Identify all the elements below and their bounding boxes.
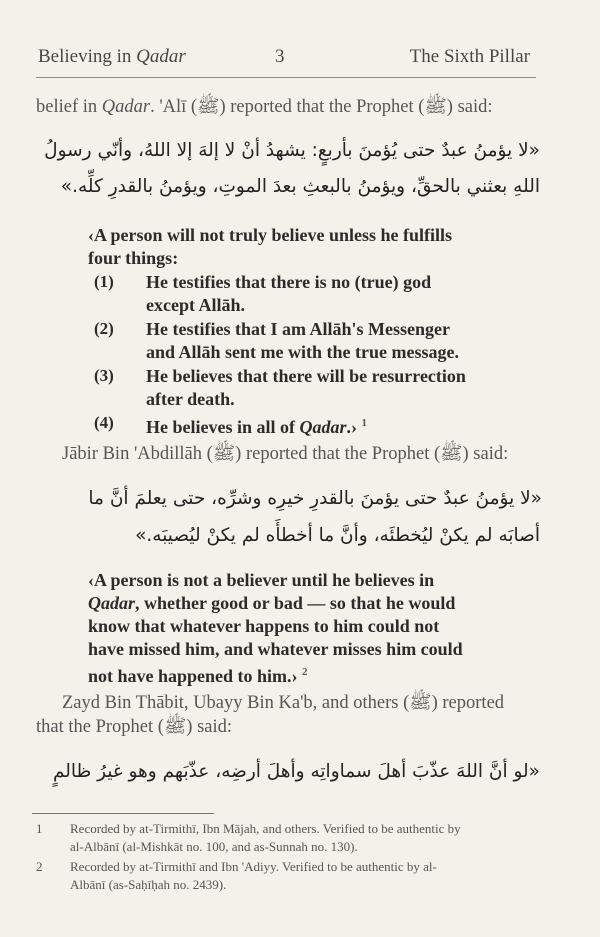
footnote-line: Recorded by at-Tirmithī, Ibn Mājah, and others. Verified to be authentic by [70, 821, 461, 836]
hadith1-arabic-line2: اللهِ بعثني بالحقِّ، ويؤمنُ بالبعثِ بعدَ الموتِ، ويؤمنُ بالقدرِ كلِّه.» [60, 176, 540, 197]
hadith1-translation-line2: four things: [88, 248, 179, 268]
hadith2-translation-line1: ‹A person is not a believer until he believes in [88, 570, 435, 590]
header-left-italic: Qadar [136, 46, 186, 67]
footnote-ref-1[interactable]: 1 [361, 417, 367, 429]
list-item-number: (1) [94, 272, 114, 291]
header-rule [36, 77, 536, 78]
hadith2-arabic-line1: «لا يؤمنُ عبدٌ حتى يؤمنَ بالقدرِ خيرِه وشرِّه، حتى يعلمَ أنَّ ما [88, 488, 542, 509]
list-item-number: (2) [94, 319, 114, 338]
footnote-line: al-Albānī (al-Mishkāt no. 100, and as-Sunnah no. 130). [70, 839, 358, 854]
intro-paragraph [36, 94, 544, 121]
narrator-paragraph-2: Jābir Bin 'Abdillāh (ﷺ) reported that the Prophet (ﷺ) said: [62, 444, 509, 464]
footnote-number: 2 [36, 859, 43, 874]
item4-text: He believes in all of [146, 417, 300, 437]
footnote-line: Albānī (as-Saḥīḥah no. 2439). [70, 877, 227, 892]
hadith1-translation-line1: ‹A person will not truly believe unless he fulfills [88, 225, 453, 245]
footnote-rule [32, 813, 214, 814]
header-left-text: Believing in [38, 46, 137, 67]
narrator-paragraph-3-line2: that the Prophet (ﷺ) said: [36, 717, 233, 737]
hadith1-arabic-line1: «لا يؤمنُ عبدٌ حتى يُؤمنَ بأربعٍ: يشهدُ أنْ لا إلهَ إلا اللهُ، وأنّي رسولُ [44, 140, 540, 161]
hadith2-line5-text: not have happened to him.› [88, 666, 298, 686]
hadith2-arabic-line2: أصابَه لم يكنْ ليُخطئَه، وأنَّ ما أخطأَه لم يكنْ ليُصيبَه.» [135, 525, 540, 546]
hadith2-italic: Qadar [88, 593, 136, 613]
list-item-line: He testifies that I am Allāh's Messenger [146, 319, 450, 339]
hadith3-arabic-line1: «لو أنَّ اللهَ عذّبَ أهلَ سماواتِه وأهلَ أرضِه، عذّبَهم وهو غيرُ ظالمٍ [52, 761, 540, 782]
list-item-line [146, 410, 546, 440]
list-item-number: (3) [94, 366, 114, 385]
hadith2-translation-line5 [88, 659, 548, 689]
intro-text-1: belief in [36, 97, 102, 117]
hadith2-translation-line4: have missed him, and whatever misses him could [88, 639, 463, 659]
list-item-line: after death. [146, 389, 235, 409]
footnote-line: Recorded by at-Tirmithī and Ibn 'Adiyy. Verified to be authentic by al- [70, 859, 437, 874]
list-item-line: He believes that there will be resurrection [146, 366, 466, 386]
footnote-number: 1 [36, 821, 43, 836]
list-item-line: He testifies that there is no (true) god [146, 272, 432, 292]
running-header-right: The Sixth Pillar [409, 46, 530, 67]
item4-text-end: .› [346, 417, 357, 437]
list-item-line: except Allāh. [146, 295, 245, 315]
list-item-number: (4) [94, 413, 114, 432]
hadith2-line2-rest: , whether good or bad — so that he would [135, 593, 456, 613]
hadith2-translation-line3: know that whatever happens to him could not [88, 616, 440, 636]
intro-italic: Qadar [101, 97, 151, 117]
page-number: 3 [275, 46, 285, 67]
list-item-line: and Allāh sent me with the true message. [146, 342, 459, 362]
narrator-paragraph-3-line1: Zayd Bin Thābit, Ubayy Bin Ka'b, and others (ﷺ) reported [62, 693, 505, 713]
running-header-left [38, 46, 186, 68]
footnote-ref-2[interactable]: 2 [302, 666, 308, 678]
intro-text-2: . 'Alī (ﷺ) reported that the Prophet (ﷺ) said: [150, 97, 493, 117]
item4-italic: Qadar [299, 417, 347, 437]
